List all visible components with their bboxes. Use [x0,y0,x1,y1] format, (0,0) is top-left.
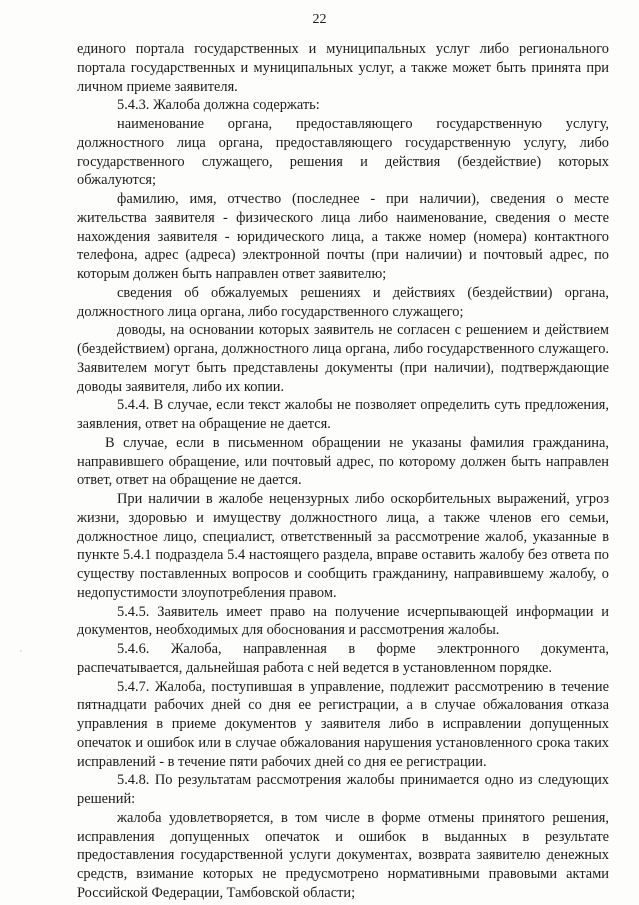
paragraph-5-4-6: 5.4.6. Жалоба, направленная в форме электронного документа, распечатывается, дальнейшая работа с ней ведется в установленном порядке. [77,641,609,676]
paragraph-list-item: доводы, на основании которых заявитель не согласен с решением и действием (бездействием) органа, должностного лица органа, либо государственного служащего. Заявителем могут быть представлены документы (при наличии), подтверждающие доводы заявителя, либо их копии. [77,322,609,395]
scan-artifact [20,650,22,652]
page-number: 22 [312,12,327,27]
paragraph-list-item: сведения об обжалуемых решениях и действиях (бездействии) органа, должностного лица органа, либо государственного служащего; [77,284,609,320]
document-body [77,40,609,903]
paragraph-list-item: фамилию, имя, отчество (последнее - при наличии), сведения о месте жительства заявителя - физического лица либо наименование, сведения о месте нахождения заявителя - юридического лица, а также номер (номера) контактного телефона, адрес (адреса) электронной почты (при наличии) и почтовый адрес, по которым должен быть направлен ответ заявителю; [77,191,609,282]
paragraph-list-item: жалоба удовлетворяется, в том числе в форме отмены принятого решения, исправления допущенных опечаток и ошибок в выданных в результате предоставления государственной услуги документах, возврата заявителю денежных средств, взимание которых не предусмотрено нормативными правовыми актами Российской Федерации, Тамбовской области; [77,809,609,901]
paragraph-5-4-5: 5.4.5. Заявитель имеет право на получение исчерпывающей информации и документов, необходимых для обоснования и рассмотрения жалобы. [77,603,609,639]
paragraph-anonymous-appeal: В случае, если в письменном обращении не указаны фамилия гражданина, направившего обращение, или почтовый адрес, по которому должен быть направлен ответ, ответ на обращение не дается. [77,434,609,489]
paragraph-continuation: единого портала государственных и муниципальных услуг либо регионального портала государственных и муниципальных услуг, а также может быть принята при личном приеме заявителя. [77,41,609,95]
paragraph-5-4-3-heading: 5.4.3. Жалоба должна содержать: [117,97,320,114]
paragraph-offensive-content: При наличии в жалобе нецензурных либо оскорбительных выражений, угроз жизни, здоровью и имуществу должностного лица, а также членов его семьи, должностное лицо, специалист, ответственный за рассмотрение жалоб, указанные в пункте 5.4.1 подраздела 5.4 настоящего раздела, вправе оставить жалобу без ответа по существу поставленных вопросов и сообщить гражданину, направившему жалобу, о недопустимости злоупотребления правом. [77,491,609,601]
paragraph-5-4-4: 5.4.4. В случае, если текст жалобы не позволяет определить суть предложения, заявления, ответ на обращение не дается. [77,397,609,432]
paragraph-list-item: наименование органа, предоставляющего государственную услугу, должностного лица органа, предоставляющего государственную услугу, либо государственного служащего, решения и действия (бездействие) которых обжалуются; [77,116,609,189]
paragraph-5-4-7: 5.4.7. Жалоба, поступившая в управление, подлежит рассмотрению в течение пятнадцати рабочих дней со дня ее регистрации, а в случае обжалования отказа управления в приеме документов у заявителя либо в исправлении допущенных опечаток и ошибок или в случае обжалования нарушения установленного срока таких исправлений - в течение пяти рабочих дней со дня ее регистрации. [77,678,609,770]
paragraph-5-4-8: 5.4.8. По результатам рассмотрения жалобы принимается одно из следующих решений: [77,772,609,807]
